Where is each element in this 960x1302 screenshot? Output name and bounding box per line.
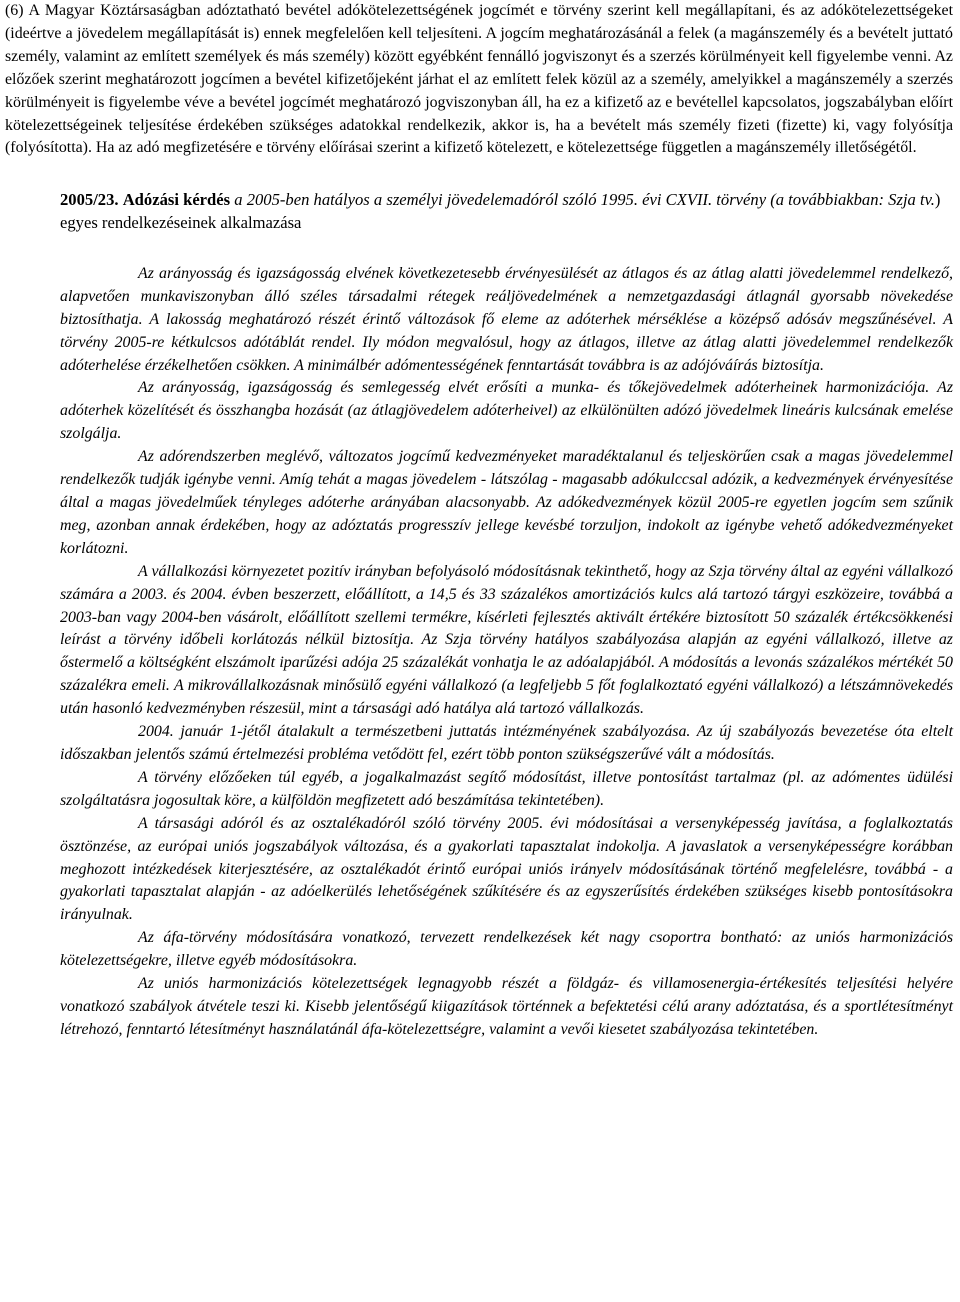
body-paragraph-2: Az arányosság, igazságosság és semlegesség elvét erősíti a munka- és tőkejövedelmek adóterheinek harmonizációja. Az adóterhek közelítését és összhangba hozását (az átlagjövedelem adóterheivel) az elkülönülten adózó jövedelmek lineáris kulcsának emelése szolgálja. bbox=[60, 379, 953, 443]
body-paragraph-5: 2004. január 1-jétől átalakult a természetbeni juttatás intézményének szabályozása. Az új szabályozás bevezetése óta eltelt időszakban jelentős számú értelmezési probléma vetődött fel, ezért több ponton szükségszerűvé vált a módosítás. bbox=[60, 723, 953, 763]
body-paragraph-6: A törvény előzőeken túl egyéb, a jogalkalmazást segítő módosítást, illetve pontosítást tartalmaz (pl. az adómentes üdülési szolgáltatásra jogosultak köre, a külföldön megfizetett adó beszámítása tekintetében). bbox=[60, 768, 953, 809]
question-label: Adózási kérdés bbox=[122, 190, 231, 210]
body-paragraph-4: A vállalkozási környezetet pozitív irányban befolyásoló módosításnak tekinthető, hogy az Szja törvény által az egyéni vállalkozó számára a 2003. és 2004. évben beszerzett, előállított, a 14,5 és 33 százalékos amortizációs kulcs alá tartozó tárgyi eszközeire, továbbá a 2003-ban vagy 2004-ben vásárolt, előállított szellemi termékre, kísérleti fejlesztés aktivált értékére biztosított 50 százalék értékcsökkenési leírást a törvény időbeli korlátozás nélkül biztosítja. Az Szja törvény hatályos szabályozása alapján az egyéni vállalkozó, illetve az őstermelő a költségként elszámolt iparűzési adója 25 százalékát vonhatja le az adóalapjából. A módosítás a levonás százalékos mértékét 50 százalékra emeli. A mikrovállalkozásnak minősülő egyéni vállalkozó (a legfeljebb 5 főt foglalkoztató egyéni vállalkozó) a létszámnövekedés után hasonló kedvezményben részesül, mint a társasági adó hatálya alá tartozó vállalkozás. bbox=[60, 562, 953, 718]
question-title-italic: a 2005-ben hatályos a személyi jövedelemadóról szóló 1995. évi CXVII. törvény (a továbbiakban: Szja tv. bbox=[234, 190, 935, 210]
body-paragraph-9: Az uniós harmonizációs kötelezettségek legnagyobb részét a földgáz- és villamosenergia-értékesítés teljesítési helyére vonatkozó szabályok átvétele teszi ki. Kisebb jelentőségű kiigazítások történnek a befektetési célú arany adóztatása, és a sportlétesítményt létrehozó, fenntartó létesítményt használatánál áfa-kötelezettségre, valamint a vevői kiesetet szabályozása tekintetében. bbox=[60, 975, 953, 1038]
question-heading bbox=[60, 189, 953, 235]
body-paragraph-3: Az adórendszerben meglévő, változatos jogcímű kedvezményeket maradéktalanul és teljeskörűen csak a magas jövedelemmel rendelkezők tudják igénybe venni. Amíg tehát a magas jövedelem - látszólag - magasabb adókulccsal adózik, a kedvezmények érvényesítése által a magas jövedelműek tényleges adóterhe arányában alacsonyabb. Az adókedvezmények közül 2005-re egyetlen jogcím sem szűnik meg, azonban annak érdekében, hogy az adóztatás progresszív jellege kevésbé torzuljon, indokolt az igénybe vehető adókedvezményeket korlátozni. bbox=[60, 448, 953, 557]
body-paragraph-7: A társasági adóról és az osztalékadóról szóló törvény 2005. évi módosításai a versenyképesség javítása, a foglalkoztatás ösztönzése, az európai uniós jogszabályok változása, és a gyakorlati tapasztalat indokolja. A javaslatok a versenyképességre korábban meghozott intézkedések kiterjesztésére, az osztalékadót érintő európai uniós irányelv módosításának történő megfelelésre, továbbá - a gyakorlati tapasztalat alapján - az adóelkerülés lehetőségének szűkítésére és az egyszerűsítés érdekében szükséges kisebb pontosításokra irányulnak. bbox=[60, 814, 953, 924]
answer-body bbox=[60, 263, 953, 1042]
question-number: 2005/23. bbox=[60, 190, 119, 210]
top-section bbox=[5, 0, 953, 160]
body-paragraph-8: Az áfa-törvény módosítására vonatkozó, tervezett rendelkezések két nagy csoportra bontható: az uniós harmonizációs kötelezettségekre, illetve egyéb módosításokra. bbox=[60, 929, 953, 970]
body-paragraph-1: Az arányosság és igazságosság elvének következetesebb érvényesülését az átlagos és az átlag alatti jövedelemmel rendelkező, alapvetően munkaviszonyban álló széles társadalmi rétegek reáljövedelmének a nemzetgazdasági átlagnál gyorsabb növekedése biztosíthatja. A lakosság meghatározó részét érintő változások fő eleme az adóterhek mérséklése a középső adósáv megszűnésével. A törvény 2005-re kétkulcsos adótáblát rendel. Ily módon megvalósul, hogy az átlagos, illetve az átlag alatti jövedelemmel rendelkezők adóterhelése érzékelhetően csökken. A minimálbér adómentességének fenntartását továbbra is az adójóváírás biztosítja. bbox=[60, 264, 953, 374]
question-title-rest: ) egyes rendelkezéseinek alkalmazása bbox=[60, 190, 941, 233]
paragraph-6: (6) A Magyar Köztársaságban adóztatható bevétel adókötelezettségének jogcímét e törvény szerint kell megállapítani, és az adókötelezettségeket (ideértve a jövedelem megállapítását is) ennek megfelelően kell teljesíteni. A jogcím meghatározásánál a felek (a magánszemély és a bevételt juttató személy, valamint az említett személyek és más személy) között egyébként fennálló jogviszonyt és a szerzés körülményeit kell figyelembe venni. Az előzőek szerint meghatározott jogcímen a bevétel kifizetőjeként járhat el az említett felek közül az a személy, amelyikkel a magánszemély a szerzés körülményeit is figyelembe véve a bevétel jogcímét meghatározó jogviszonyban áll, ha ez a kifizető az e bevétellel kapcsolatos, jogszabályban előírt kötelezettségeinek teljesítése érdekében szükséges adatokkal rendelkezik, akkor is, ha a bevételt más személy fizeti (fizette) ki, vagy folyósítja (folyósította). Ha az adó megfizetésére e törvény előírásai szerint a kifizető kötelezett, e kötelezettsége független a magánszemély illetőségétől. bbox=[5, 2, 953, 157]
